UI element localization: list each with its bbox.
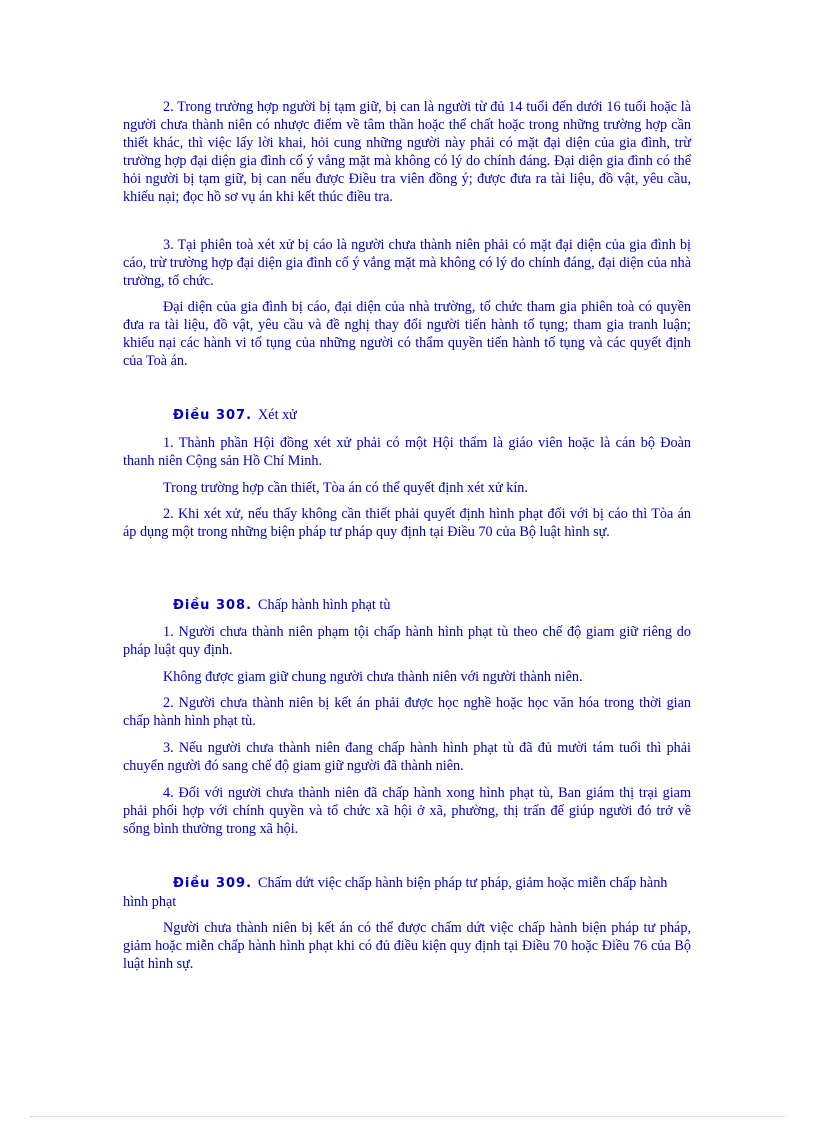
article-number: Điều 308. bbox=[173, 598, 253, 613]
paragraph: 1. Người chưa thành niên phạm tội chấp hành hình phạt tù theo chế độ giam giữ riêng do pháp luật quy định. bbox=[123, 624, 691, 658]
paragraph: Không được giam giữ chung người chưa thành niên với người thành niên. bbox=[163, 669, 583, 685]
article-number: Điều 309. bbox=[173, 876, 253, 891]
article-number: Điều 307. bbox=[173, 408, 253, 423]
article-307-heading bbox=[123, 406, 691, 425]
article-title: Chấp hành hình phạt tù bbox=[258, 597, 391, 613]
paragraph: 2. Trong trường hợp người bị tạm giữ, bị can là người từ đủ 14 tuổi đến dưới 16 tuổi hoặc là người chưa thành niên có nhược điểm về tâm thần hoặc thể chất hoặc trong những trường hợp cần thiết khác, thì việc lấy lời khai, hỏi cung những người này phải có mặt đại diện của gia đình, trừ trường hợp đại diện gia đình cố ý vắng mặt mà không có lý do chính đáng. Đại diện gia đình có thể hỏi người bị tạm giữ, bị can nếu được Điều tra viên đồng ý; được đưa ra tài liệu, đồ vật, yêu cầu, khiếu nại; đọc hồ sơ vụ án khi kết thúc điều tra. bbox=[123, 99, 691, 205]
paragraph: Đại diện của gia đình bị cáo, đại diện của nhà trường, tổ chức tham gia phiên toà có quyền đưa ra tài liệu, đồ vật, yêu cầu và đề nghị thay đổi người tiến hành tố tụng; tham gia tranh luận; khiếu nại các hành vi tố tụng của những người có thẩm quyền tiến hành tố tụng và các quyết định của Toà án. bbox=[123, 299, 691, 369]
paragraph: 3. Nếu người chưa thành niên đang chấp hành hình phạt tù đã đủ mười tám tuổi thì phải chuyển người đó sang chế độ giam giữ người đã thành niên. bbox=[123, 740, 691, 774]
article-title: Chấm dứt việc chấp hành biện pháp tư pháp, giảm hoặc miễn chấp hành hình phạt bbox=[123, 875, 668, 910]
paragraph: Trong trường hợp cần thiết, Tòa án có thể quyết định xét xử kín. bbox=[163, 480, 528, 496]
article-308-heading bbox=[123, 596, 691, 615]
paragraph: 2. Người chưa thành niên bị kết án phải được học nghề hoặc học văn hóa trong thời gian chấp hành hình phạt tù. bbox=[123, 695, 691, 729]
page-bottom-rule bbox=[30, 1116, 786, 1117]
article-title: Xét xử bbox=[258, 407, 297, 423]
paragraph: Người chưa thành niên bị kết án có thể được chấm dứt việc chấp hành biện pháp tư pháp, giảm hoặc miễn chấp hành hình phạt khi có đủ điều kiện quy định tại Điều 70 hoặc Điều 76 của Bộ luật hình sự. bbox=[123, 920, 691, 972]
paragraph: 4. Đối với người chưa thành niên đã chấp hành xong hình phạt tù, Ban giám thị trại giam phải phối hợp với chính quyền và tổ chức xã hội ở xã, phường, thị trấn để giúp người đó trở về sống bình thường trong xã hội. bbox=[123, 785, 691, 837]
paragraph: 2. Khi xét xử, nếu thấy không cần thiết phải quyết định hình phạt đối với bị cáo thì Tòa án áp dụng một trong những biện pháp tư pháp quy định tại Điều 70 của Bộ luật hình sự. bbox=[123, 506, 691, 540]
article-309-heading bbox=[123, 874, 691, 911]
paragraph: 1. Thành phần Hội đồng xét xử phải có một Hội thẩm là giáo viên hoặc là cán bộ Đoàn thanh niên Cộng sản Hồ Chí Minh. bbox=[123, 435, 691, 469]
paragraph: 3. Tại phiên toà xét xử bị cáo là người chưa thành niên phải có mặt đại diện của gia đình bị cáo, trừ trường hợp đại diện gia đình cố ý vắng mặt mà không có lý do chính đáng, đại diện của nhà trường, tổ chức. bbox=[123, 237, 691, 289]
